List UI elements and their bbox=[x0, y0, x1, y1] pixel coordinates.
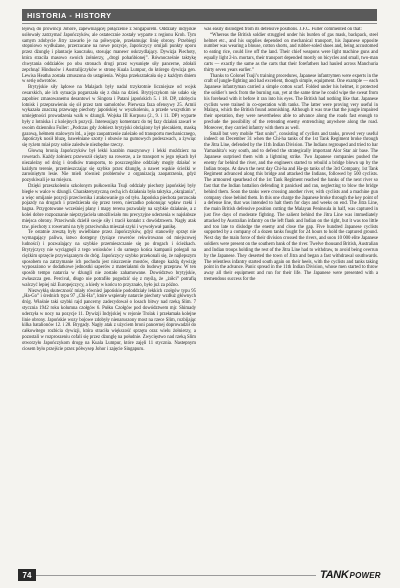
article-body bbox=[22, 27, 378, 563]
paragraph: Niezwykłą skuteczność miały również japońskie pododdziały lekkich czołgów typu 95 „Ha-Go” i średnich typu 97 „Chi-Ha”, które wspierały natarcie piechoty wzdłuż głównych dróg. Właśnie taki szybki rajd pancerny zadecydował o losach bitwy nad rzeką Slim. 7 stycznia 1942 roku kolumna czołgów 6. Pułku Czołgów pod dowództwem mjr. Shimady uderzyła w nocy na pozycje 11. Dywizji Indyjskiej w rejonie Trolak i przełamała kolejne linie obrony. Japońskie wozy bojowe zdobyły nienaruszony most na rzece Slim, rozbijając kilka batalionów 12. i 28. Brygady. Nagły atak z użyciem broni pancernej doprowadził do całkowitego rozbicia dywizji, która straciła większość sprzętu oraz wielu żołnierzy, a pozostali w rozproszeniu cofali się przez dżunglę na południe. Zwycięstwo nad rzeką Slim otworzyło Japończykom drogę na Kuala Lumpur, które zajęli 11 stycznia. Nastepnym ciosem było przejście przez półwysep Johor i zajęcie Singapuru. bbox=[22, 288, 196, 352]
section-header bbox=[22, 9, 377, 21]
magazine-logo bbox=[320, 567, 381, 583]
english-column bbox=[204, 27, 378, 563]
paragraph: “Whereas the British soldier struggled under his burden of gas mask, backpack, steel helmet etc., and his supplies depended on mechanical transport, his Japanese opposite number was wearing a blouse, cotton shorts, and rubber-soled shoes and, being accustomed to eating rice, could live off the land. Their chief weapons were light machine guns and equally light 2-in. mortars, their transport depended mostly on bicycles and small, two-man carts — exactly the same as the carts that their forefathers had hauled across Manchuria thirty seven years earlier.” bbox=[204, 32, 378, 73]
paragraph: Te ostatnie zresztą były uwielbiane przez Japończyków, gdyż stanowiły sprzęt nie wymagający paliwa, łatwo dostępny (tysiące rowerów rekwirowano od miejscowej ludności) i pozwalający na szybkie przemieszczanie się po drogach i ścieżkach. Brytyjczycy nie wyciągnęli z tego wniosków i do samego końca kampanii polegali na ciężkim sprzęcie przywiązanym do dróg. Japończycy szybko przekonali się, że najlepszym sposobem na zatrzymanie ich pochodu jest niszczenie mostów, dlatego każdą dywizję wyposażono w dodatkowe jednostki saperów z materiałami do budowy przepraw. W ten sposób tempo natarcia w dżungli nie zostało zahamowane. Dowództwo brytyjskie, zwłaszcza gen. Percival, długo nie potrafiło pogodzić się z myślą, że „żółci” potrafią walczyć lepiej niż Europejczycy, a kiedy w końcu to przyznało, było już za późno. bbox=[22, 230, 196, 288]
paragraph: was easily dislodged from its defensive positions. J.F.C. Fuller commented on that: bbox=[204, 27, 362, 32]
paragraph: Small but very mobile “fast units”, consisting of cyclists and tanks, proved very useful indeed: on December 31 when the Chi-ha tanks of the 1st Tank Regiment broke through the Jitra Line, defended by the 11th Indian Division. The Indians regrouped and tried to bar Yamashita’s way south, and to defend the strategically important Alor Star air base. The Japanese surprised them with a lightning strike. Two Japanese companies pushed the enemy far behind the river, and the engineers started to rebuild a bridge blown up by the Indian troops. At dawn the next day Chi-ha and Ha-go tanks of the 3rd Company, 1st Tank Regiment advanced along this bridge and attacked the Indians, followed by 500 cyclists. The armoured spearhead of the 1st Tank Regiment reached the banks of the next river so fast that the Indian battalion defending it panicked and ran, neglecting to blow the bridge behind them. Soon the tanks were crossing another river, with cyclists and a machine gun company close behind them. In this one charge the Japanese broke through the key point of a defense line, that was intended to halt them for days and weeks on end. The Jitra Line, the main British defensive position cutting the Malayan Peninsula in half, was captured in just five days of moderate fighting. The salient behind the Jitra Line was immediately attacked by Australian infantry on the left flank and Indian on the right, but it was too little and too late to dislodge the enemy and close the gap. Five hundred Japanese cyclists supported by a company of a dozen tanks fought for 24 hours to hold the captured ground. Next day the main force of their division crossed the rivers, and soon 10 000 elite Japanese soldiers were present on the southern bank of the river. Twelve thousand British, Australian and Indian troops holding the rest of the Jitra Line had to withdraw, to avoid being overrun by the Japanese. They deserted the town of Jitra and began a fast withdrawal southwards. The relentless infantry started south again on their heels, with the cyclists and tanks taking point in the advance. Panic spread in the 11th Indian Division, whose men started to throw away all their equipment and run for their life. The Japanese were presented with a tremendous success for the bbox=[204, 131, 378, 282]
logo-power-text: POWER bbox=[349, 570, 381, 580]
logo-tank-text: TANK bbox=[320, 569, 349, 581]
header-divider bbox=[22, 23, 377, 24]
paragraph: Dzięki przeszkoleniu szkolonym pułkownika Tsuji oddziały piechoty japońskiej były biegłe w walce w dżungli. Charakterystyczną cechą ich działania była taktyka „okrążania”, a więc omijanie pozycji przeciwnika i atakowanie go od tyłu. Japońska piechota porzucała pojazdy na drogach i przedzierała się przez teren, nierzadko pokonując wpław rzeki i bagna. Przygotowane wcześniej plany i mapy terenu pozwalały na szybkie działanie, a z kolei dobre rozpoznanie nieprzyjaciela umożliwiało mu precyzyjne uderzenia w najsłabsze miejsca obrony. Przeciwnik dzielił swoje siły i tracił kontakt z dowództwem. Nagły atak tzw. piechoty z rowerami na tyły przeciwnika mieszał szyki i wywoływał panikę. bbox=[22, 183, 196, 230]
polish-column bbox=[22, 27, 196, 563]
page-number: 74 bbox=[22, 570, 32, 580]
page-number-badge bbox=[18, 569, 36, 581]
paragraph: Głowną bronią Japończyków był lekki karabin maszynowy i lekki moździerz na rowerach. Każdy żołnierz przewoził ciężary na rowerze, a że transport w jego rękach był niezależny od dróg i środków transportu, to poszczególne oddziały mogły działać w każdym terenie, przemieszczając się szybko przez dżunglę, a nawet wąskie ścieżki w zarośniętym lesie. Nie mieli również problemów z organizacją zaopatrzenia, gdyż pozyskiwali je na miejscu. bbox=[22, 149, 196, 184]
page-footer bbox=[0, 566, 400, 588]
paragraph: Brytyjskie siły lądowe na Malajach były nadal trzykrotnie liczniejsze od wojsk cesarskich, ale ich sytuacja pogarszała się z dnia na dzień. Brytyjczykom nie udało się zapobiec zmasowanemu desantowi w Singora i Patani japońskich 5. i 18. DP, zdobyciu lotnisk i przeprawieniu się sił przez tam samolotów. Pierwsza faza ofensywy 25. Armii wykazała znaczną przewagę piechoty japońskiej w wyszkoleniu, a przede wszystkim w umiejętności prowadzenia walk w dżungli. Wojska III Korpusu (2., 9. i 11. DP) wyparte były z lotniska i z kolejnych pozycji. Interesujący komentarz do tej fazy działań zawarł w swoim dzienniku Fuller: „Podczas gdy żołnierz brytyjski obciążony był plecakiem, maską gazową, hełmem stalowym itd., a jego zaopatrzenie zależało od transportu mechanicznego, Japończyk nosił bluzę, bawełniane szorty i obuwie na gumowych podeszwach, a żywiąc się ryżem miał przy sobie zaledwie niezbędne rzeczy. bbox=[22, 85, 196, 149]
footer-divider bbox=[36, 575, 316, 576]
section-title: HISTORIA - HISTORY bbox=[27, 10, 112, 20]
paragraph: lejową do prowincji Johore, zapewniającej połączenie z Singapurem. Oddziały indyjskie usiłowały zatrzymać Japończyków, ale ostatecznie zostały wyparte z regionu Kroh. Tym samym zdobycie Jitry zawarło je na półwyspie, przełamując linię obrony. Przebiegi stopniowo wydłużane, przerzucane na nowe pozycje, Japończycy omijali punkty oporu przez dżunglę i plantacje kauczuku, stosując manewr oskrzydlający. Dywizja Piechoty, która stracila masowo swoich żołnierzy, „drogi pohańbionej”. Równocześnie taktykę chwytania oddziałów po obu stronach drogi przez wysunięte siły pancerne, zdołali zepchnąć Hindusów i Australijczyków w stronę Kuala Lumpur, do którego dywizja gen. Lewisa Heatha została zmuszona do ustąpienia. Wojna przekształcała się z każdym dniem w serię odwrotów. bbox=[22, 27, 196, 85]
paragraph: Thanks to Colonel Tsuji’s training procedures, Japanese infantrymen were experts in the craft of jungle-fighting and had excellent, though simple, equipment. One example — each Japanese infantryman carried a simple cotton scarf. Folded under his helmet, it protected the soldier’s neck from the burning sun, yet at the same time he could wipe the sweat from his forehead with it before it ran into his eyes. The British had nothing like that. Japanese cyclists were trained in co-operation with tanks. The latter were proving very useful in Malaya, which the British found astonishing. Although it was true that the jungle impaired their operation, they were nevertheless able to advance along the roads fast enough to preclude the possibility of the retreating enemy entrenching anywhere along the road. Moreover, they carried infantry with them as well. bbox=[204, 73, 378, 131]
